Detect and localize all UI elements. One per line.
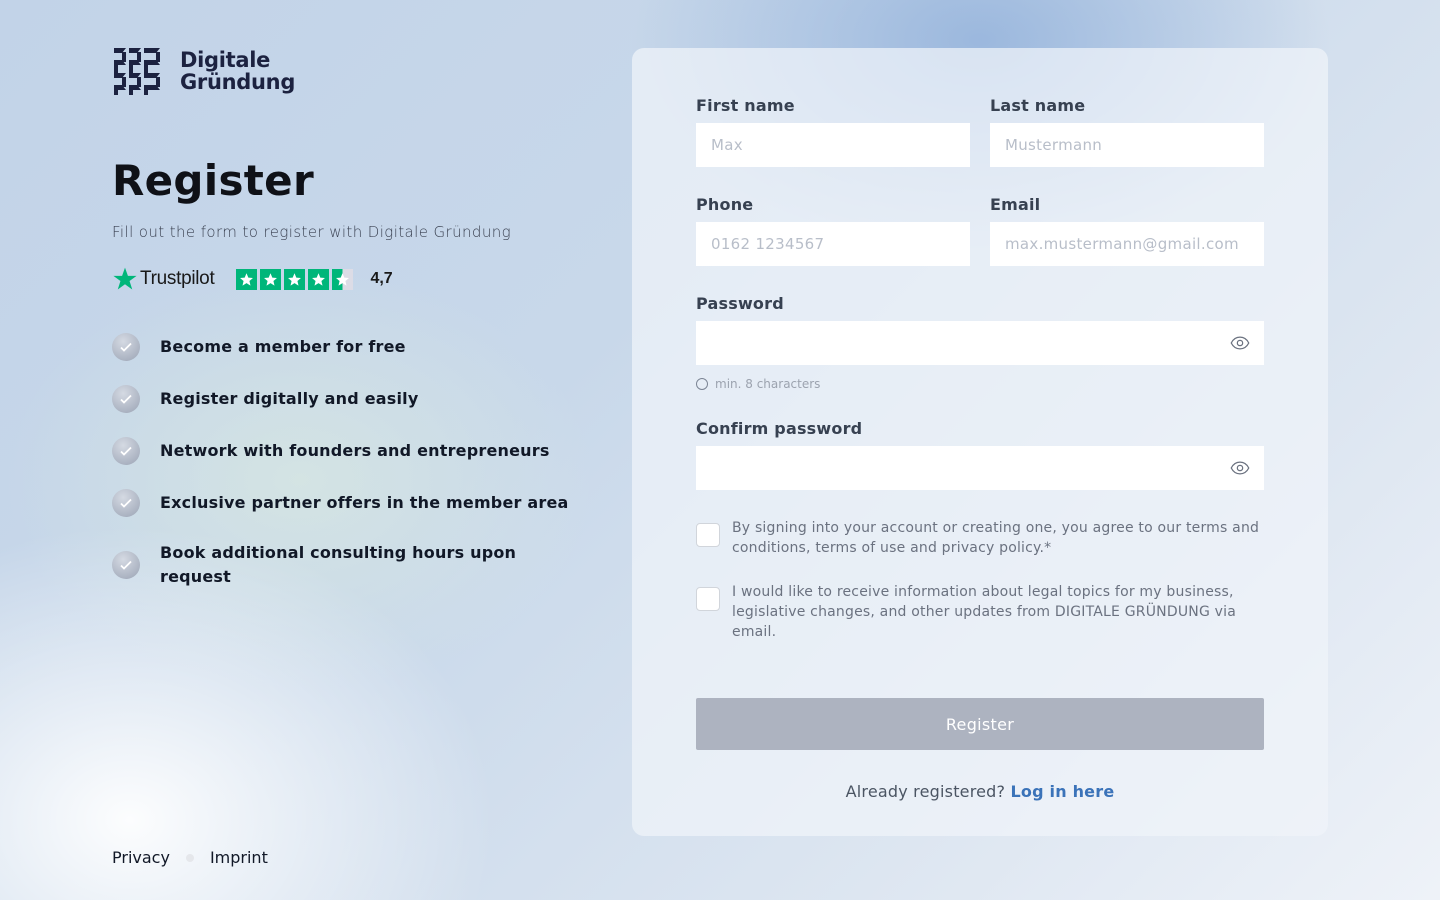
first-name-input[interactable] <box>696 123 970 167</box>
phone-field <box>696 195 970 266</box>
password-field <box>696 294 1264 391</box>
benefit-text: Network with founders and entrepreneurs <box>160 441 550 460</box>
separator-dot <box>186 854 194 862</box>
first-name-label: First name <box>696 96 795 115</box>
brand-logo[interactable] <box>112 46 582 96</box>
eye-icon[interactable] <box>1230 459 1250 477</box>
check-icon <box>112 489 140 517</box>
phone-input[interactable] <box>696 222 970 266</box>
first-name-field <box>696 96 970 167</box>
half-star-icon <box>332 269 353 290</box>
password-requirement <box>696 377 1264 391</box>
brand-name <box>180 49 295 93</box>
benefit-text: Register digitally and easily <box>160 389 419 408</box>
eye-icon[interactable] <box>1230 334 1250 352</box>
check-icon <box>112 437 140 465</box>
terms-consent <box>696 518 1264 558</box>
name-row <box>696 96 1264 167</box>
trustpilot-logo <box>112 266 214 292</box>
newsletter-consent <box>696 582 1264 642</box>
privacy-link[interactable]: Privacy <box>112 848 170 867</box>
confirm-password-input[interactable] <box>696 446 1264 490</box>
star-icon <box>236 269 257 290</box>
star-icon <box>260 269 281 290</box>
terms-consent-text: By signing into your account or creating one, you agree to our terms and conditions, terms of use and privacy policy.* <box>732 520 1260 556</box>
benefits-list <box>112 333 582 589</box>
logo-mark-icon <box>112 46 162 96</box>
benefit-text: Become a member for free <box>160 337 406 356</box>
terms-checkbox[interactable] <box>696 523 720 547</box>
brand-name-line2: Gründung <box>180 70 296 94</box>
newsletter-checkbox[interactable] <box>696 587 720 611</box>
benefit-item <box>112 541 582 589</box>
imprint-link[interactable]: Imprint <box>209 848 268 867</box>
page-subtitle: Fill out the form to register with Digitale Gründung <box>112 223 512 241</box>
password-label: Password <box>696 294 784 313</box>
benefit-item <box>112 333 582 361</box>
check-icon <box>112 551 140 579</box>
trustpilot-wordmark: Trustpilot <box>140 268 215 289</box>
benefit-item <box>112 437 582 465</box>
login-prompt <box>696 782 1264 801</box>
star-icon <box>284 269 305 290</box>
rating-stars <box>236 269 353 290</box>
benefit-item <box>112 385 582 413</box>
password-wrapper <box>696 321 1264 365</box>
footer-links <box>112 848 268 867</box>
password-hint-text: min. 8 characters <box>715 377 821 391</box>
star-icon <box>308 269 329 290</box>
last-name-label: Last name <box>990 96 1086 115</box>
email-label: Email <box>990 195 1041 214</box>
trustpilot-rating[interactable] <box>112 265 582 293</box>
register-button[interactable]: Register <box>696 698 1264 750</box>
confirm-password-wrapper <box>696 446 1264 490</box>
benefit-text: Exclusive partner offers in the member area <box>160 493 569 512</box>
brand-name-line1: Digitale <box>180 48 271 72</box>
login-prompt-text: Already registered? <box>845 782 1006 801</box>
email-input[interactable] <box>990 222 1264 266</box>
trustpilot-star-icon <box>112 266 138 292</box>
last-name-input[interactable] <box>990 123 1264 167</box>
check-icon <box>112 333 140 361</box>
confirm-password-label: Confirm password <box>696 419 863 438</box>
check-icon <box>112 385 140 413</box>
left-panel <box>112 46 582 613</box>
rating-value: 4,7 <box>370 270 393 287</box>
phone-label: Phone <box>696 195 754 214</box>
benefit-item <box>112 489 582 517</box>
benefit-text: Book additional consulting hours upon request <box>160 543 517 586</box>
requirement-status-icon <box>696 378 708 390</box>
login-link[interactable]: Log in here <box>1010 782 1115 801</box>
newsletter-consent-text: I would like to receive information about legal topics for my business, legislative changes, and other updates from DIGITALE GRÜNDUNG via email. <box>732 584 1236 640</box>
email-field <box>990 195 1264 266</box>
last-name-field <box>990 96 1264 167</box>
registration-form <box>632 48 1328 836</box>
contact-row <box>696 195 1264 266</box>
password-input[interactable] <box>696 321 1264 365</box>
page-title: Register <box>112 156 314 205</box>
confirm-password-field <box>696 419 1264 490</box>
